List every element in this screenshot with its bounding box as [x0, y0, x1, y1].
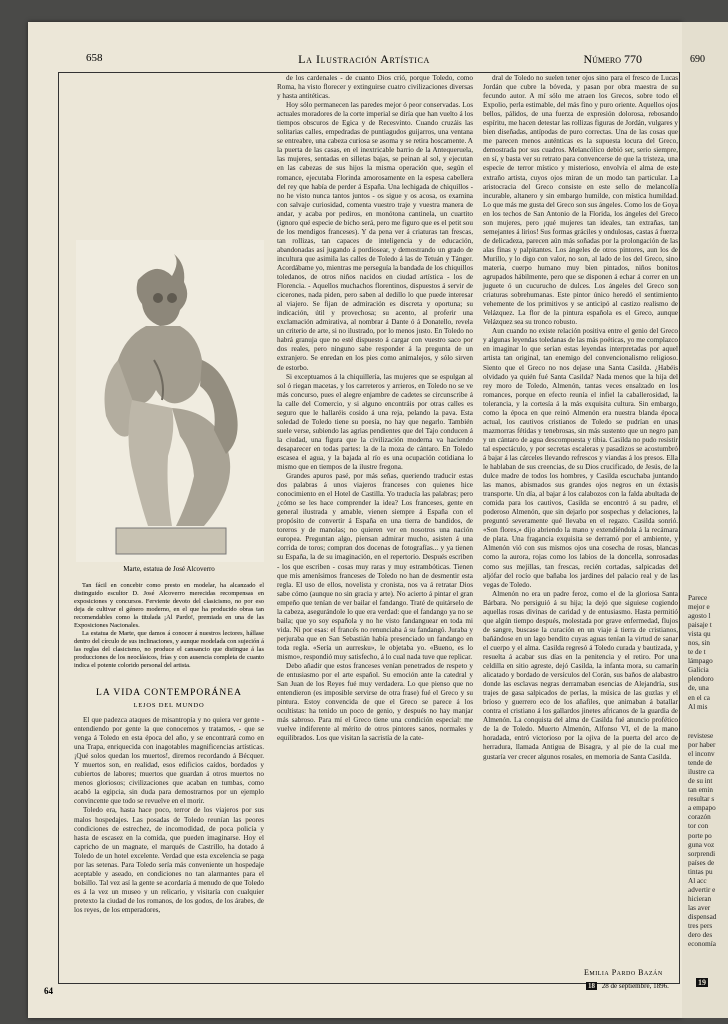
article-paragraph: Grandes apuros pasé, por más señas, queriendo traducir estas dos palabras á unos viajeros franceses con quienes hice conocimiento en el Hotel de Castilla. Yo traducía las palabras; pero ¿cómo se les hace comprender la idea? Los franceses, gente en general ilustrada y amable, vienen siempre á España con el propósito de convertir á España en una tierra de bandidos, de toreros y de manolas; no quieren ver en nosotros una nación europea. Preguntan algo, piensan admirar mucho, asisten á una corrida de toros; compran dos docenas de fotografías... y ya tienen su España, la de su imaginación, en el repertorio. Después escriben - los que escriben - cosas muy raras y muy estrambóticas. Tienen que mis amenísimos franceses de Toledo no han de desmentir esta regla. El uso de ellos, novelista y cronista, nos va á retratar Dios sabe cómo (aunque no sin gracia y arte). No acierto á pintar el gran empeño que tenían de ver bailar el fandango. Traté de quitárselo de la cabeza, asegurándole lo que era verdad: que el fandango ya no se baila; que yo soy española y no he visto fandanguear en toda mi vida. Ni por esas: el francés no renunciaba á su fandangó. Juraba y perjuraba que en San Sebastián había presenciado un fandango en toda regla. «Sería un aurresku», le objetaba yo. «Bueno, es lo mismo», respondió muy satisfecho, á lo cual nada tuve que replicar.	[277, 472, 473, 661]
adjacent-text-fragment: tres pers	[688, 921, 713, 930]
adjacent-text-fragment: el inconv	[688, 750, 715, 759]
adjacent-text-fragment: Al acc	[688, 876, 707, 885]
adjacent-text-fragment: países de	[688, 858, 715, 867]
adjacent-text-fragment: a empapo	[688, 804, 716, 813]
illustration-caption: Marte, estatua de José Alcoverro	[123, 565, 215, 573]
publication-title: La Ilustración Artística	[298, 52, 430, 66]
adjacent-page	[682, 22, 728, 1018]
adjacent-text-fragment: dispensad	[688, 912, 717, 921]
article-paragraph: El que padezca ataques de misantropía y no quiera ver gente - entendiendo por gente la que conocemos y tratamos, - que se venga á Toledo en esta época del año, y se encontrará como en una Trapa, enriquecida con inagotables magnificencias artísticas. ¡Qué solos quedan los muertos!, diremos recordando á Bécquer. Y muertos son, en realidad, esos edificios caídos, bordados y cubiertos de labores; muertos que guardan á otros muertos no menos gloriosos; civilizaciones que acaban en tumbas, como acabó la egipcia, sin duda para demostrarnos por un ejemplo convincente que todo se revuelve en el morir.	[74, 716, 264, 806]
adjacent-text-fragment: tintas pu	[688, 867, 713, 876]
footer-date: 28 de septiembre, 1896.	[601, 982, 669, 990]
adjacent-text-bottom	[688, 732, 728, 949]
adjacent-text-fragment: economía	[688, 940, 716, 949]
statue-illustration	[76, 240, 264, 562]
adjacent-text-fragment: te de t	[688, 648, 706, 657]
adjacent-text-fragment: revistese	[688, 732, 714, 740]
adjacent-text-fragment: guna voz	[688, 840, 715, 849]
adjacent-text-fragment: tan emin	[688, 786, 713, 795]
caption-text-block	[74, 582, 264, 670]
adjacent-text-fragment: tende de	[688, 759, 713, 768]
adjacent-text-fragment: Galicia	[688, 666, 709, 675]
adjacent-text-fragment: mejor e	[688, 603, 710, 612]
adjacent-text-fragment: hicieran	[688, 894, 712, 903]
adjacent-text-fragment: tor con	[688, 822, 709, 831]
adjacent-text-fragment: de, una	[688, 684, 709, 693]
adjacent-text-fragment: dero des	[688, 931, 713, 940]
issue-number: Número 770	[583, 52, 642, 66]
article-paragraph: de los cardenales - de cuanto Dios crió, porque Toledo, como Roma, ha visto florecer y extinguirse cuatro civilizaciones diversas y hasta antitéticas.	[277, 74, 473, 101]
adjacent-text-fragment: en el ca	[688, 693, 710, 702]
adjacent-text-fragment: Parece	[688, 594, 708, 602]
caption-paragraph: La estatua de Marte, que damos á conocer á nuestros lectores, hállase dentro del círculo de sus inclinaciones, y aunque modelada con sujeción á las reglas del clasicismo, no produce el cansancio que distingue á las producciones de los neoclásicos, frías y con ausencia completa de cuanto indica el potente colorido personal del artista.	[74, 630, 264, 669]
page-header	[86, 52, 642, 68]
adjacent-footer: 19	[698, 978, 706, 987]
column-3	[483, 74, 678, 762]
column-2	[277, 74, 473, 743]
footer-left-number: 64	[44, 986, 53, 996]
adjacent-text-fragment: por haber	[688, 741, 716, 750]
article-paragraph: Aun cuando no existe relación positiva entre el genio del Greco y algunas leyendas toledanas de las más poéticas, yo me complazco en imaginar lo que serían estas leyendas interpretadas por aquel artista tan original, tan enemigo del convencionalismo religioso. Siento que el Greco no nos dejase una Santa Casilda. ¿Habéis olvidado ya quién fué Santa Casilda? Nada menos que la hija del rey moro de Toledo, Almenón, tantas veces ensalzado en los romances, porque en efecto reunía el infiel la caballerosidad, la tolerancia, y la cortesía á la más exquisita cultura. Sin embargo, como la época en que reinó Almenón era nuestra blanda época actual, los cautivos cristianos de Toledo se pudrían en unas mazmorras fétidas y tenebrosas, sin más sustento que un negro pan y un cántaro de agua descompuesta y tibia. Casilda no pudo resistir tal espectáculo, y por secretas escaleras y pasadizos se acostumbró á bajar á las cárceles llevando refrescos y viandas á los presos. Ella le hablaban de sus creencias, de su Dios crucificado, de Jesús, de la dulce madre de todos los hombres, y Casilda escuchaba juntando las manos, abismados sus grandes ojos negros en un éxtasis transporte. Un día, al bajar á los calabozos con la falda abultada de comida para los cautivos, Casilda se encontró á su padre, el poderoso Almenón, que sin dejarlo por sospechas y delaciones, la preguntó severamente qué llevaba en el regazo. Casilda sonrió. «Son flores,» dijo abriendo la mano y extendiéndola á la recámara de plata. Una fragancia exquisita se derramó por el ambiente, y Almenón vió con sus mismos ojos una cosecha de rosas, blancas como la aurora, rojas como los labios de la doncella, sonrosadas como sus mejillas, tan frescas, recién cortadas, salpicadas del aljófar del rocío que bañaba los jardines del palacio real y de las vegas de Toledo.	[483, 327, 678, 589]
adjacent-text-fragment: Al mis	[688, 702, 708, 711]
column-1	[74, 716, 264, 915]
section-title: LA VIDA CONTEMPORÁNEA	[96, 688, 242, 698]
adjacent-page-number: 690	[690, 54, 705, 65]
adjacent-text-fragment: advertir e	[688, 885, 716, 894]
statue-drawing	[76, 240, 264, 562]
adjacent-text-fragment: ilustre ca	[688, 768, 715, 777]
adjacent-text-fragment: de su int	[688, 777, 713, 786]
article-paragraph: Debo añadir que estos franceses venían penetrados de respeto y de entusiasmo por el arte español. Su emoción ante la catedral y San Juan de los Reyes fué muy verdadera. Lo que pienso que no entendieron (es imposible servirse de otra frase) fué el Greco y su pintura. Estoy convencida de que el Greco se parece á los ocultistas: ha tenido un poco de genio, y después no hay manjar más sabroso. Para mí el Greco tiene una condición especial: me vuelve indiferente al mérito de otros pintores sanos, normales y equilibrados. Los que visitan la sacristía de la cate-	[277, 662, 473, 743]
footer-issue	[586, 982, 669, 990]
adjacent-text-fragment: resultar s	[688, 795, 715, 804]
adjacent-text-fragment: las aver	[688, 903, 711, 912]
article-paragraph: Toledo era, hasta hace poco, terror de los viajeros por sus malos hospedajes. Las posadas de Toledo reunían las peores condiciones de estrechez, de incomodidad, de poca policía y hasta de escasez en la comida, que pueden imaginarse. Hoy el capricho de un magnate, el marqués de Castrillo, ha dotado á Toledo de un hotel excelente. Verdad que esta excelencia se paga por las setenas. Para Toledo sería más conveniente un hospedaje aceptable y aseado, en condiciones no tan alarmantes para el bolsillo. Tal vez así la gente se acordaría á menudo de que Toledo es á la vez un museo y un relicario, y visitaría con cualquier pretexto la ciudad de los romanos, de los godos, de los árabes, de los reyes, de los emperadores,	[74, 806, 264, 914]
adjacent-text-fragment: agosto l	[688, 612, 711, 621]
article-paragraph: Si exceptuamos á la chiquillería, las mujeres que se espulgan al sol ó riegan macetas, y los carreteros y arrieros, en Toledo no se ve más concurso, pues el alegre enjambre de cadetes se circunscribe á la calle del Comercio, y si alguno encontráis por otras calles es seguro que le hallaréis cosido á una reja, pelando la pava. Esta soledad de Toledo tiene su poesía, no hay que negarlo. También suele verse, subiendo las agrias pendientes que del Tajo conducen á la ciudad, una figura que la civilización moderna va haciendo desaparecer en todas partes: la de la moza de cántaro. En Toledo escasea el agua, y la bajada al río es una ocupación cotidiana lo mismo que en tiempos de la ilustre fregona.	[277, 372, 473, 472]
adjacent-text-fragment: lámpago	[688, 657, 713, 666]
article-paragraph: Hoy sólo permanecen las paredes mejor ó peor conservadas. Los actuales moradores de la corte imperial se diría que han vuelto á los tiempos obscuros de Egica y de Recesvinto. Cuando cruzáis las solitarias calles, empedradas de puntiagudos guijarros, una ventana se entreabre, una cabeza curiosa se asoma y se retira hoscamente. A la puerta de las casas, en el inextricable barrio de la Antequeruela, las mujeres, sentadas en silletas bajas, se peinan al sol, y ejecutan en las cabezas de sus hijos la misma operación que, según el romance, ejecutaba Florinda amorosamente en la espesa cabellera del rey que había de perder á España. Una lechigada de chiquillos - no he visto nunca tantos juntos - os sigue y os acosa, os examina con salvaje curiosidad, comenta vuestro traje y vuestra manera de andar, y acaba por pediros, en monótona cantinela, un cuartito (ignoro qué especie de bicho será, pero me figuro que es el petit sou de los mendigos franceses). Y da pena ver á criaturas tan frescas, tan rollizas, tan capaces de inteligencia y de educación, abandonadas así jugando á pordiosear, y demostrando un grado de incultura que asimila las calles de Toledo á las de Tetuán y Tánger. Acordábame yo, mientras me perseguía la bandada de los chiquillos toledanos, de otros niños nacidos en ciudad artística - los de Florencia. - Aquellos muchachos florentinos, dispuestos á servir de cicerones, nada piden, pero saben al dedillo lo que puede interesar al viajero. Se fijan de admiración es discreta y oportuna; su indicación, útil y provechosa; su acento, al proferir una exclamación admirativa, al nombrar á Dante ó á Donatello, revela un criterio de arte, si no ilustrado, por lo menos justo. En Toledo no habrá granuja que no esté dispuesto á cargar con vuestro saco por dos reales, pero ninguno sabe responder á la pregunta de un extranjero. Se enredan en los pies como animalejos, y sólo sirven de estorbo.	[277, 101, 473, 372]
adjacent-text-fragment: sorprendi	[688, 849, 716, 858]
adjacent-text-fragment: porte po	[688, 831, 712, 840]
adjacent-text-fragment: corazón	[688, 813, 711, 822]
section-subtitle: LEJOS DEL MUNDO	[133, 702, 205, 709]
author-signature: Emilia Pardo Bazán	[584, 968, 663, 977]
adjacent-text-fragment: nos, sin	[688, 639, 710, 648]
adjacent-text-fragment: vista qu	[688, 630, 711, 639]
adjacent-text-top	[688, 594, 728, 712]
caption-paragraph: Tan fácil en concebir como presto en modelar, ha alcanzado el distinguido escultor D. José Alcoverro merecidas recompensas en exposiciones y concursos. Ferviente devoto del clasicismo, no por eso deja de cultivar el género moderno, en el que ha producido obras tan recomendables como la titulada ¡Al Pardo!, premiada en una de las Exposiciones Nacionales.	[74, 582, 264, 629]
adjacent-text-fragment: paisaje t	[688, 621, 712, 630]
page-number: 658	[86, 52, 103, 64]
adjacent-text-fragment: plendoro	[688, 675, 714, 684]
article-paragraph: dral de Toledo no suelen tener ojos sino para el fresco de Lucas Jordán que cubre la bóveda, y pasan por obra maestra de su fecundo autor. A mí sólo me atraen los Grecos, sobre todo el Expolio, perla estimable, del más fino y puro oriente. Aquellos ojos bellos, pálidos, de una fuerza de expresión dolorosa, rebosando espíritu, me hacen detestar las rollizas figuras de Jordán, vulgares y bien diseñadas, antípodas de puro correctas. Una de las cosas que me parecen menos auténticas es la supuesta locura del Greco, demostrada por sus cuadros. Melancólico debió ser, serio siempre, en sí, y basta ver su retrato para convencerse de que la tristeza, una especie de terror místico y misterioso, envolvía el alma de este extraño artista, cuyos ojos miran de un modo tan particular. La aristocracia del Greco consiste en este sello de melancolía incurable, altanero y sin embargo humilde, con mística humildad. Lo que más me gusta del Greco son sus ángeles. Como los de Goya en los techos de San Antonio de la Florida, los ángeles del Greco son mujeres, pero ¡qué mujeres tan ideales, tan extrañas, tan semejantes á lirios! Sus formas gráciles y ondulosas, castas á fuerza de delicadeza, parecen aún más soñadas por la prolongación de las alas finas y palpitantes. Los ángeles de otros pintores, aun los de Murillo, y lo digo con valor, no son, al lado de los del Greco, sino materia, cuerpo humano muy bien pintados, niños bonitos agrupados hábilmente, pero que se disponen á echar á correr en un juguete ó un cucurucho de dulces. Los ángeles del Greco son criaturas sobrehumanas. Este pintor único heredó el sentimiento vehemente de los primitivos y se anticipó al castizo realismo de Velázquez. La flor de la pintura española es el Greco, aunque Velázquez sea su tronco robusto.	[483, 74, 678, 327]
article-paragraph: Almenón no era un padre feroz, como el de la gloriosa Santa Bárbara. No persiguió á su hija; la dejó que siguiese cogiendo aquellas rosas divinas de caridad y de entusiasmo. Hasta permitió que algún tiempo después, molestada por grave enfermedad, flujos de sangre, buscase la curación en un viaje á tierra de cristianos, bañándose en un lago bendito cuyas aguas tenían la virtud de sanar el cuerpo y el alma. Casilda regresó á Toledo curada y bautizada, y resuelta á acabar sus días en la penitencia y el retiro. Por una celdilla en sitio agreste, dejó Casilda, la infanta mora, su camarín alicatado y bordado de versículos del Corán, sus baños de alabastro donde las esclavas negras derramaban esencias de Alejandría, sus trajes de gasa salpicados de perlas, la música de las guzlas y el bríoso y guerrero eco de los añafiles, que animaban á batallar contra el cristiano á los gallardos jinetes africanos de la guardia de Almenón. La conquista del alma de Casilda fué anuncio profético de la de Toledo. Muerto Almenón, Alfonso VI, el de la mano horadada, entró victorioso por la ojiva de la puerta del arco de herradura, llamada Antigua de Bisagra, y al pie de la cual me gustaría ver crecer algunos rosales, en memoria de Santa Casilda.	[483, 589, 678, 761]
footer-issue-box: 18	[588, 982, 595, 990]
